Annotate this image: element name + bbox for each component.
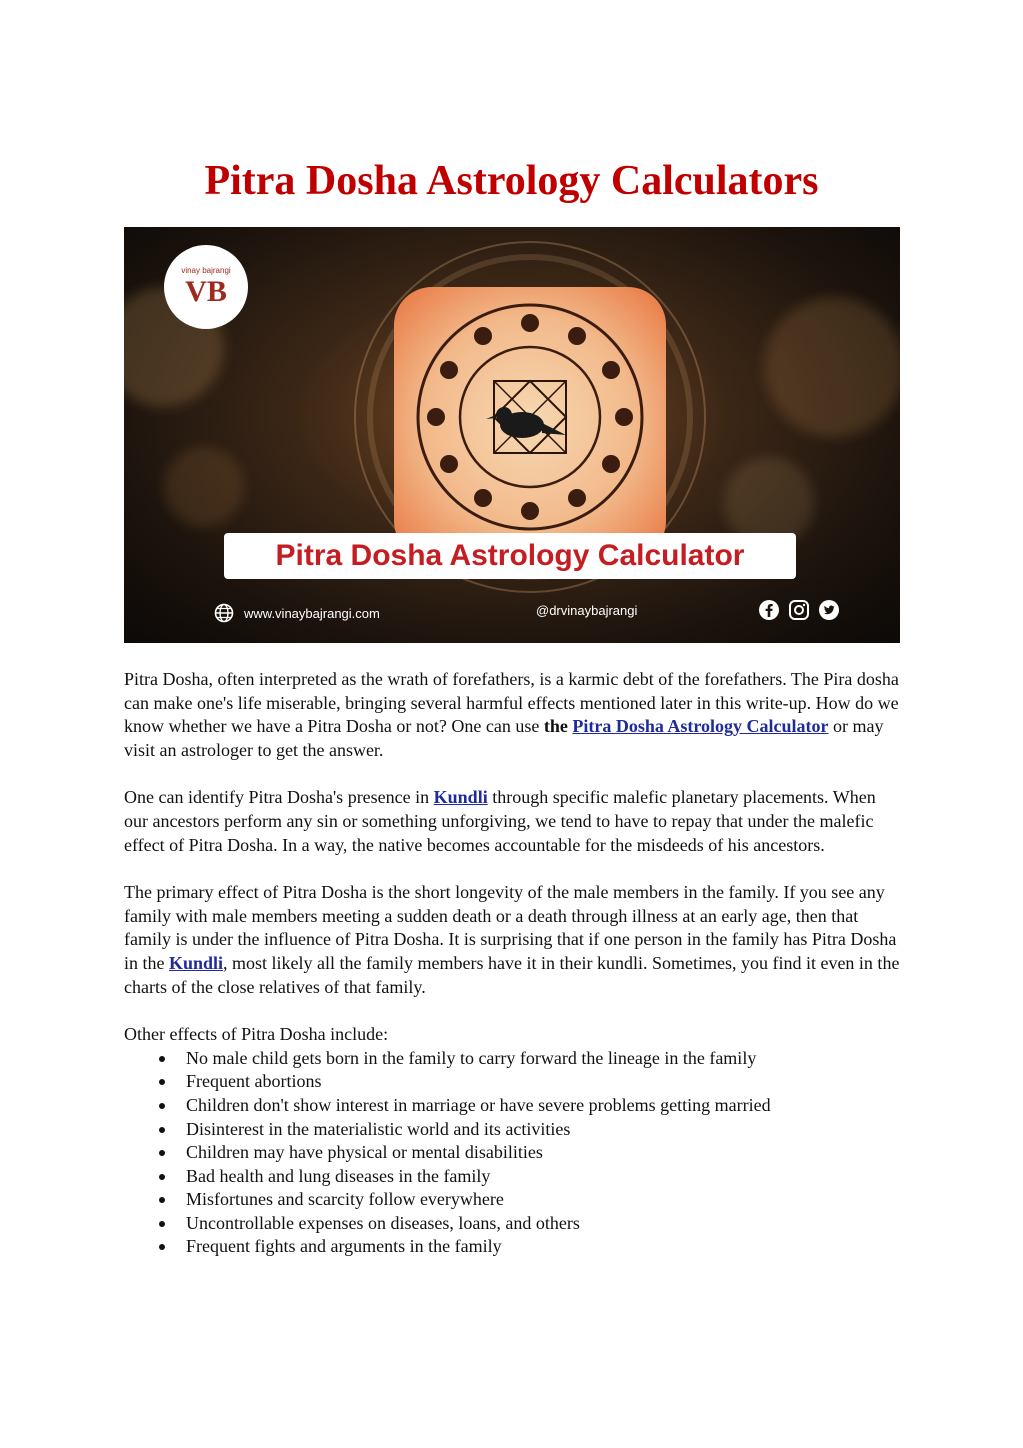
brand-logo: vinay bajrangi VB bbox=[164, 245, 248, 329]
website-url: www.vinaybajrangi.com bbox=[244, 605, 380, 621]
article-body bbox=[124, 668, 904, 1259]
social-handle: @drvinaybajrangi bbox=[536, 603, 638, 618]
globe-icon bbox=[214, 603, 234, 623]
social-icons bbox=[758, 599, 840, 621]
effects-intro: Other effects of Pitra Dosha include: bbox=[124, 1024, 389, 1045]
zodiac-wheel-card bbox=[394, 287, 666, 559]
zodiac-wheel-icon bbox=[394, 287, 666, 559]
list-item: Children don't show interest in marriage or have severe problems getting married bbox=[186, 1094, 904, 1118]
list-item: Frequent abortions bbox=[186, 1070, 904, 1094]
kundli-link-2[interactable]: Kundli bbox=[169, 952, 224, 973]
hero-footer bbox=[214, 599, 840, 625]
paragraph-effects: The primary effect of Pitra Dosha is the short longevity of the male members in the family. If you see any family with male members meeting a sudden death or a death through illness at an early age, then that family is under the influence of Pitra Dosha. It is surprising that if one person in the family has Pitra Dosha in the Kundli, most likely all the family members have it in their kundli. Sometimes, you find it even in the charts of the close relatives of that family. bbox=[124, 882, 900, 997]
list-item: Misfortunes and scarcity follow everywhere bbox=[186, 1188, 904, 1212]
pitra-dosha-calculator-link[interactable]: Pitra Dosha Astrology Calculator bbox=[572, 716, 829, 737]
kundli-link[interactable]: Kundli bbox=[433, 787, 488, 808]
facebook-icon bbox=[758, 599, 780, 621]
paragraph-kundli: One can identify Pitra Dosha's presence in Kundli through specific malefic planetary placements. When our ancestors perform any sin or something unforgiving, we tend to have to repay that under the malefic effect of Pitra Dosha. In a way, the native becomes accountable for the misdeeds of his ancestors. bbox=[124, 787, 876, 855]
list-item: Uncontrollable expenses on diseases, loans, and others bbox=[186, 1212, 904, 1236]
list-item: Disinterest in the materialistic world and its activities bbox=[186, 1118, 904, 1142]
instagram-icon bbox=[788, 599, 810, 621]
hero-banner-title: Pitra Dosha Astrology Calculator bbox=[224, 533, 796, 579]
hero-banner-image bbox=[124, 227, 900, 643]
website-info bbox=[214, 603, 380, 623]
list-item: No male child gets born in the family to carry forward the lineage in the family bbox=[186, 1047, 904, 1071]
list-item: Frequent fights and arguments in the family bbox=[186, 1235, 904, 1259]
twitter-icon bbox=[818, 599, 840, 621]
effects-list bbox=[124, 1047, 904, 1259]
list-item: Bad health and lung diseases in the family bbox=[186, 1165, 904, 1189]
list-item: Children may have physical or mental disabilities bbox=[186, 1141, 904, 1165]
paragraph-intro: Pitra Dosha, often interpreted as the wrath of forefathers, is a karmic debt of the forefathers. The Pira dosha can make one's life miserable, bringing several harmful effects mentioned later in this write-up. How do we know whether we have a Pitra Dosha or not? One can use the Pitra Dosha Astrology Calculator or may visit an astrologer to get the answer. bbox=[124, 669, 899, 760]
page-title: Pitra Dosha Astrology Calculators bbox=[204, 158, 819, 205]
